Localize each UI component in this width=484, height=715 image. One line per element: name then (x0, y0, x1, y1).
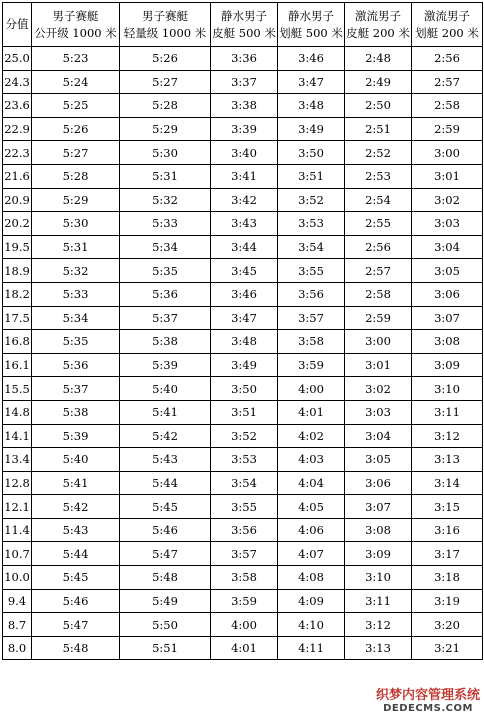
time-cell: 3:00 (345, 330, 412, 354)
time-cell: 5:32 (120, 188, 211, 212)
time-cell: 3:39 (211, 117, 278, 141)
score-cell: 18.9 (3, 259, 32, 283)
time-cell: 3:00 (412, 141, 483, 165)
time-cell: 3:01 (345, 353, 412, 377)
time-cell: 5:47 (32, 613, 120, 637)
score-cell: 22.3 (3, 141, 32, 165)
time-cell: 5:47 (120, 542, 211, 566)
time-cell: 3:40 (211, 141, 278, 165)
time-cell: 2:56 (412, 47, 483, 71)
table-row (3, 542, 483, 566)
time-cell: 5:45 (120, 495, 211, 519)
time-cell: 4:02 (278, 424, 345, 448)
time-cell: 2:52 (345, 141, 412, 165)
time-cell: 3:36 (211, 47, 278, 71)
header-row (3, 3, 483, 47)
time-cell: 5:51 (120, 636, 211, 660)
table-row (3, 330, 483, 354)
table-row (3, 282, 483, 306)
header-rowing-open-1000m (32, 3, 120, 47)
header-line2: 轻量级 1000 米 (123, 25, 207, 40)
time-cell: 5:30 (32, 212, 120, 236)
time-cell: 5:42 (120, 424, 211, 448)
table-row (3, 188, 483, 212)
time-cell: 5:24 (32, 70, 120, 94)
score-cell: 25.0 (3, 47, 32, 71)
table-row (3, 613, 483, 637)
time-cell: 3:44 (211, 235, 278, 259)
time-cell: 4:11 (278, 636, 345, 660)
time-cell: 5:23 (32, 47, 120, 71)
time-cell: 5:28 (32, 164, 120, 188)
watermark-cn: 织梦内容管理系统 (375, 688, 480, 703)
time-cell: 5:40 (120, 377, 211, 401)
score-cell: 20.9 (3, 188, 32, 212)
time-cell: 5:50 (120, 613, 211, 637)
time-cell: 3:06 (412, 282, 483, 306)
table-row (3, 471, 483, 495)
time-cell: 3:56 (211, 518, 278, 542)
time-cell: 5:36 (32, 353, 120, 377)
time-cell: 3:57 (278, 306, 345, 330)
header-line2: 皮艇 200 米 (346, 25, 410, 40)
table-row (3, 589, 483, 613)
score-cell: 14.8 (3, 400, 32, 424)
time-cell: 3:04 (412, 235, 483, 259)
time-cell: 3:50 (278, 141, 345, 165)
time-cell: 2:48 (345, 47, 412, 71)
time-cell: 5:46 (120, 518, 211, 542)
time-cell: 3:20 (412, 613, 483, 637)
time-cell: 4:10 (278, 613, 345, 637)
score-cell: 10.0 (3, 566, 32, 590)
time-cell: 3:47 (211, 306, 278, 330)
time-cell: 2:51 (345, 117, 412, 141)
time-cell: 5:26 (32, 117, 120, 141)
time-cell: 3:05 (345, 448, 412, 472)
time-cell: 2:56 (345, 235, 412, 259)
time-cell: 3:08 (345, 518, 412, 542)
time-cell: 5:39 (120, 353, 211, 377)
time-cell: 3:05 (412, 259, 483, 283)
time-cell: 3:02 (345, 377, 412, 401)
score-cell: 19.5 (3, 235, 32, 259)
time-cell: 2:59 (345, 306, 412, 330)
header-score-label: 分值 (5, 17, 29, 31)
time-cell: 5:27 (32, 141, 120, 165)
score-cell: 11.4 (3, 518, 32, 542)
time-cell: 3:38 (211, 94, 278, 118)
header-line2: 皮艇 500 米 (212, 25, 276, 40)
time-cell: 5:42 (32, 495, 120, 519)
time-cell: 4:06 (278, 518, 345, 542)
time-cell: 3:07 (412, 306, 483, 330)
time-cell: 3:10 (412, 377, 483, 401)
header-line2: 划艇 500 米 (279, 25, 343, 40)
score-cell: 12.1 (3, 495, 32, 519)
time-cell: 5:36 (120, 282, 211, 306)
time-cell: 3:18 (412, 566, 483, 590)
time-cell: 4:00 (278, 377, 345, 401)
time-cell: 3:09 (412, 353, 483, 377)
time-cell: 2:49 (345, 70, 412, 94)
time-cell: 3:46 (278, 47, 345, 71)
time-cell: 5:29 (120, 117, 211, 141)
time-cell: 2:55 (345, 212, 412, 236)
time-cell: 3:04 (345, 424, 412, 448)
time-cell: 3:54 (211, 471, 278, 495)
time-cell: 3:48 (278, 94, 345, 118)
time-cell: 3:41 (211, 164, 278, 188)
time-cell: 5:43 (120, 448, 211, 472)
time-cell: 5:27 (120, 70, 211, 94)
time-cell: 5:33 (32, 282, 120, 306)
time-cell: 5:41 (120, 400, 211, 424)
time-cell: 5:37 (120, 306, 211, 330)
time-cell: 5:48 (120, 566, 211, 590)
score-cell: 10.7 (3, 542, 32, 566)
time-cell: 5:40 (32, 448, 120, 472)
time-cell: 5:26 (120, 47, 211, 71)
time-cell: 3:42 (211, 188, 278, 212)
score-cell: 16.8 (3, 330, 32, 354)
table-row (3, 518, 483, 542)
watermark-logo (376, 688, 480, 714)
time-cell: 3:59 (211, 589, 278, 613)
time-cell: 4:05 (278, 495, 345, 519)
time-cell: 2:58 (412, 94, 483, 118)
time-cell: 3:58 (211, 566, 278, 590)
time-cell: 3:45 (211, 259, 278, 283)
score-cell: 14.1 (3, 424, 32, 448)
time-cell: 4:09 (278, 589, 345, 613)
time-cell: 3:21 (412, 636, 483, 660)
table-row (3, 495, 483, 519)
table-row (3, 235, 483, 259)
time-cell: 3:13 (345, 636, 412, 660)
table-row (3, 164, 483, 188)
score-cell: 22.9 (3, 117, 32, 141)
header-score (3, 3, 32, 47)
time-cell: 3:54 (278, 235, 345, 259)
time-cell: 4:07 (278, 542, 345, 566)
time-cell: 2:57 (345, 259, 412, 283)
time-cell: 5:31 (32, 235, 120, 259)
time-cell: 5:46 (32, 589, 120, 613)
time-cell: 5:33 (120, 212, 211, 236)
score-cell: 15.5 (3, 377, 32, 401)
time-cell: 5:35 (32, 330, 120, 354)
time-cell: 3:01 (412, 164, 483, 188)
time-cell: 4:03 (278, 448, 345, 472)
score-cell: 16.1 (3, 353, 32, 377)
table-row (3, 636, 483, 660)
time-cell: 5:28 (120, 94, 211, 118)
time-cell: 3:37 (211, 70, 278, 94)
table-header (3, 3, 483, 47)
table-row (3, 70, 483, 94)
header-line1: 激流男子 (424, 8, 470, 23)
table-row (3, 400, 483, 424)
time-cell: 3:14 (412, 471, 483, 495)
table-row (3, 306, 483, 330)
header-line1: 男子赛艇 (142, 8, 188, 23)
time-cell: 5:44 (120, 471, 211, 495)
header-line1: 激流男子 (355, 8, 401, 23)
time-cell: 5:38 (120, 330, 211, 354)
time-cell: 4:01 (211, 636, 278, 660)
time-cell: 5:29 (32, 188, 120, 212)
time-cell: 3:49 (211, 353, 278, 377)
time-cell: 5:45 (32, 566, 120, 590)
score-cell: 20.2 (3, 212, 32, 236)
time-cell: 5:25 (32, 94, 120, 118)
time-cell: 3:51 (278, 164, 345, 188)
time-cell: 4:08 (278, 566, 345, 590)
time-cell: 3:16 (412, 518, 483, 542)
time-cell: 3:52 (278, 188, 345, 212)
score-table (2, 2, 483, 660)
time-cell: 3:43 (211, 212, 278, 236)
time-cell: 4:01 (278, 400, 345, 424)
time-cell: 3:59 (278, 353, 345, 377)
time-cell: 3:15 (412, 495, 483, 519)
time-cell: 5:37 (32, 377, 120, 401)
time-cell: 5:38 (32, 400, 120, 424)
time-cell: 3:08 (412, 330, 483, 354)
score-cell: 17.5 (3, 306, 32, 330)
table-body (3, 47, 483, 660)
time-cell: 3:52 (211, 424, 278, 448)
header-line2: 公开级 1000 米 (34, 25, 117, 40)
score-cell: 12.8 (3, 471, 32, 495)
score-cell: 23.6 (3, 94, 32, 118)
watermark-en: DEDECMS.COM (383, 703, 473, 714)
header-line2: 划艇 200 米 (415, 25, 479, 40)
table-row (3, 141, 483, 165)
time-cell: 2:58 (345, 282, 412, 306)
table-row (3, 377, 483, 401)
time-cell: 5:43 (32, 518, 120, 542)
time-cell: 3:06 (345, 471, 412, 495)
time-cell: 4:04 (278, 471, 345, 495)
table-row (3, 566, 483, 590)
score-cell: 13.4 (3, 448, 32, 472)
time-cell: 5:44 (32, 542, 120, 566)
header-rowing-lightweight-1000m (120, 3, 211, 47)
time-cell: 3:02 (412, 188, 483, 212)
time-cell: 3:53 (211, 448, 278, 472)
score-cell: 18.2 (3, 282, 32, 306)
time-cell: 5:35 (120, 259, 211, 283)
table-row (3, 117, 483, 141)
time-cell: 3:53 (278, 212, 345, 236)
time-cell: 5:49 (120, 589, 211, 613)
time-cell: 3:03 (345, 400, 412, 424)
time-cell: 2:53 (345, 164, 412, 188)
time-cell: 3:58 (278, 330, 345, 354)
table-row (3, 353, 483, 377)
time-cell: 2:50 (345, 94, 412, 118)
time-cell: 3:46 (211, 282, 278, 306)
time-cell: 3:47 (278, 70, 345, 94)
score-cell: 9.4 (3, 589, 32, 613)
time-cell: 4:00 (211, 613, 278, 637)
table-row (3, 424, 483, 448)
time-cell: 5:34 (120, 235, 211, 259)
time-cell: 2:54 (345, 188, 412, 212)
time-cell: 5:39 (32, 424, 120, 448)
time-cell: 5:32 (32, 259, 120, 283)
time-cell: 5:30 (120, 141, 211, 165)
time-cell: 3:11 (412, 400, 483, 424)
header-line1: 静水男子 (288, 8, 334, 23)
time-cell: 3:10 (345, 566, 412, 590)
time-cell: 3:12 (412, 424, 483, 448)
time-cell: 3:07 (345, 495, 412, 519)
time-cell: 3:51 (211, 400, 278, 424)
table-row (3, 47, 483, 71)
score-cell: 8.0 (3, 636, 32, 660)
time-cell: 3:12 (345, 613, 412, 637)
time-cell: 2:57 (412, 70, 483, 94)
header-slalom-canoe-200m (412, 3, 483, 47)
time-cell: 3:03 (412, 212, 483, 236)
time-cell: 2:59 (412, 117, 483, 141)
time-cell: 3:48 (211, 330, 278, 354)
time-cell: 5:34 (32, 306, 120, 330)
table-row (3, 94, 483, 118)
table-row (3, 212, 483, 236)
header-flatwater-canoe-500m (278, 3, 345, 47)
time-cell: 3:49 (278, 117, 345, 141)
time-cell: 3:19 (412, 589, 483, 613)
header-line1: 静水男子 (221, 8, 267, 23)
score-cell: 24.3 (3, 70, 32, 94)
time-cell: 3:57 (211, 542, 278, 566)
score-cell: 8.7 (3, 613, 32, 637)
time-cell: 5:31 (120, 164, 211, 188)
time-cell: 3:55 (278, 259, 345, 283)
time-cell: 3:55 (211, 495, 278, 519)
header-flatwater-kayak-500m (211, 3, 278, 47)
table-row (3, 448, 483, 472)
score-cell: 21.6 (3, 164, 32, 188)
time-cell: 3:09 (345, 542, 412, 566)
time-cell: 3:11 (345, 589, 412, 613)
header-line1: 男子赛艇 (52, 8, 99, 23)
time-cell: 3:17 (412, 542, 483, 566)
time-cell: 3:13 (412, 448, 483, 472)
time-cell: 3:50 (211, 377, 278, 401)
header-slalom-kayak-200m (345, 3, 412, 47)
time-cell: 5:48 (32, 636, 120, 660)
time-cell: 3:56 (278, 282, 345, 306)
time-cell: 5:41 (32, 471, 120, 495)
table-row (3, 259, 483, 283)
